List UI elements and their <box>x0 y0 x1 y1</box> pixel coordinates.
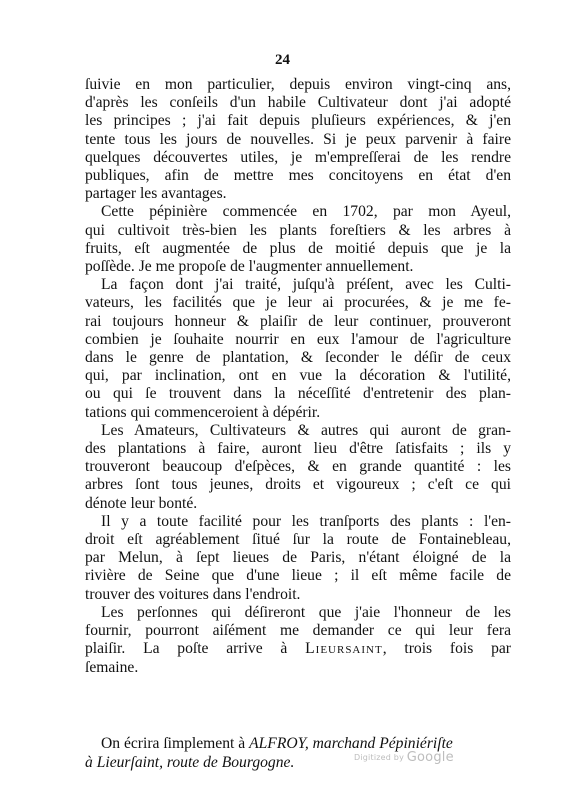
closing-address <box>85 734 521 772</box>
text-line: dénote leur bonté. <box>85 494 198 512</box>
paragraph-1 <box>85 76 511 203</box>
paragraph-5 <box>85 513 511 604</box>
paragraph-6 <box>85 604 511 677</box>
closing-line <box>85 734 521 753</box>
body-text <box>85 76 511 677</box>
text-line: trouveront beaucoup d'eſpèces, & en grande quantité : les <box>85 458 511 476</box>
text-line: Les Amateurs, Cultivateurs & autres qui auront de gran- <box>101 421 511 439</box>
text-line <box>85 640 511 658</box>
digitized-watermark <box>354 750 454 765</box>
text-line: des plantations à faire, auront lieu d'être ſatisfaits ; ils y <box>85 440 511 458</box>
text-line: qui, par inclination, ont en vue la décoration & l'utilité, <box>85 367 511 385</box>
text-line: rivière de Seine que d'une lieue ; il eſt même facile de <box>85 567 511 585</box>
text-line: ſemaine. <box>85 658 139 676</box>
text-line: par Melun, à ſept lieues de Paris, n'étant éloigné de la <box>85 549 511 567</box>
closing-line <box>85 753 521 772</box>
text-line: tente tous les jours de nouvelles. Si je peux parvenir à faire <box>85 130 511 148</box>
text-line: trouver des voitures dans l'endroit. <box>85 585 301 603</box>
text-line: d'après les conſeils d'un habile Cultivateur dont j'ai adopté <box>85 94 511 112</box>
text-line: droit eſt agréablement ſitué ſur la route de Fontainebleau, <box>85 531 511 549</box>
text-line: Il y a toute facilité pour les tranſports des plants : l'en- <box>101 512 511 530</box>
watermark-small: Digitized by <box>354 753 404 762</box>
text-line: fournir, pourront aiſément me demander ce qui leur fera <box>85 622 511 640</box>
text-line: rai toujours honneur & plaiſir de leur continuer, prouveront <box>85 312 511 330</box>
text-line: poſſède. Je me propoſe de l'augmenter annuellement. <box>85 258 414 276</box>
text-line: Les perſonnes qui déſireront que j'aie l'honneur de les <box>101 603 511 621</box>
text-line: ou qui ſe trouvent dans la néceſſité d'entretenir des plan- <box>85 385 511 403</box>
text-line: ſuivie en mon particulier, depuis environ vingt-cinq ans, <box>85 76 511 93</box>
closing-sep: , <box>304 735 313 752</box>
text-line: La façon dont j'ai traité, juſqu'à préſent, avec les Culti- <box>101 276 511 294</box>
text-line: publiques, afin de mettre mes concitoyens en état d'en <box>85 167 511 185</box>
text-line: arbres ſont tous jeunes, droits et vigoureux ; c'eſt ce qui <box>85 476 511 494</box>
text-line: quelques découvertes utiles, je m'empreſſerai de les rendre <box>85 148 511 166</box>
paragraph-2 <box>85 203 511 276</box>
text-line: fruits, eſt augmentée de plus de moitié depuis que je la <box>85 239 511 257</box>
text-line: qui cultivoit très-bien les plants foreſtiers & les arbres à <box>85 221 511 239</box>
text-line: les principes ; j'ai fait depuis pluſieurs expériences, & j'en <box>85 112 511 130</box>
text-line: combien je ſouhaite nourrir en eux l'amour de l'agriculture <box>85 330 511 348</box>
text-line: partager les avantages. <box>85 185 227 203</box>
town-name: Lieursaint <box>305 640 383 658</box>
merchant-name: ALFROY <box>249 735 305 752</box>
text-line: vateurs, les facilités que je leur ai procurées, & je me fe- <box>85 294 511 312</box>
closing-prefix: On écrira ſimplement à <box>101 735 250 752</box>
paragraph-3 <box>85 276 511 422</box>
text-line: dans le genre de plantation, & ſeconder le déſir de ceux <box>85 349 511 367</box>
paragraph-4 <box>85 422 511 513</box>
merchant-title: marchand Pépiniériſte <box>312 735 453 752</box>
text-run: , trois fois par <box>382 640 511 658</box>
watermark-brand: Google <box>406 750 454 765</box>
page-number: 24 <box>275 52 290 68</box>
closing-address-line: à Lieurſaint, route de Bourgogne. <box>85 754 295 771</box>
text-line: Cette pépinière commencée en 1702, par mon Ayeul, <box>101 203 511 221</box>
text-line: tations qui commenceroient à dépérir. <box>85 403 321 421</box>
text-run: plaiſir. La poſte arrive à <box>85 640 306 658</box>
